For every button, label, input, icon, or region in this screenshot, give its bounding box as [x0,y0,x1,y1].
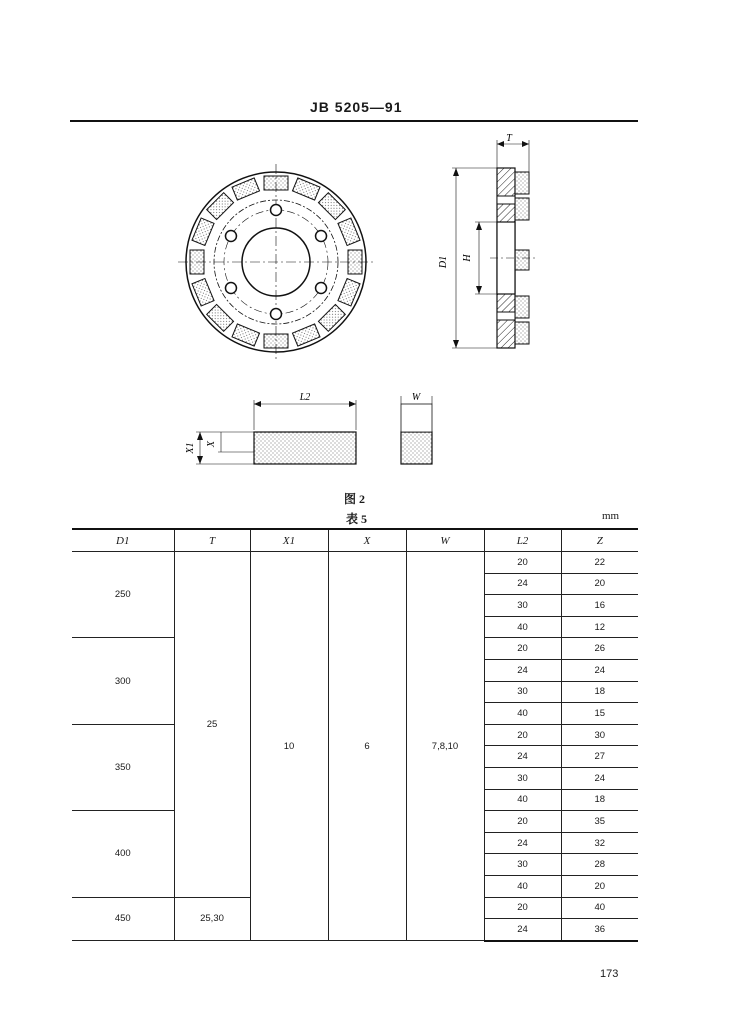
cell-T: 25 [174,552,250,898]
cell-L2: 24 [484,659,561,681]
abrasive-segment [190,250,204,274]
cell-Z: 30 [561,724,638,746]
cell-L2: 30 [484,595,561,617]
bolt-hole [225,283,236,294]
abrasive-segment [207,193,234,220]
figure-caption: 图 2 [344,492,366,506]
cell-Z: 16 [561,595,638,617]
table-caption: 表 5 [346,512,368,526]
cell-X: 6 [328,552,406,941]
col-header-W: W [406,529,484,552]
cell-Z: 28 [561,854,638,876]
cell-D1: 250 [72,552,174,638]
cell-L2: 24 [484,919,561,941]
wheel-front-view [178,164,374,360]
cell-Z: 12 [561,616,638,638]
abrasive-segment [348,250,362,274]
cell-L2: 30 [484,681,561,703]
cell-D1: 400 [72,811,174,897]
cell-Z: 15 [561,703,638,725]
abrasive-segment [318,193,345,220]
cell-Z: 26 [561,638,638,660]
bolt-hole [316,231,327,242]
cell-Z: 40 [561,897,638,919]
wheel-side-section [452,140,538,348]
table-unit: mm [602,510,620,522]
cell-L2: 40 [484,703,561,725]
label-W: W [411,392,421,403]
cell-L2: 30 [484,767,561,789]
cell-Z: 18 [561,681,638,703]
cell-L2: 40 [484,875,561,897]
page-number: 173 [600,968,619,980]
cell-D1: 350 [72,724,174,810]
col-header-X: X [328,529,406,552]
abrasive-segment [318,304,345,331]
bolt-hole [225,231,236,242]
cell-Z: 27 [561,746,638,768]
segment-side-view [401,396,432,464]
label-L2: L2 [299,392,311,403]
cell-Z: 24 [561,767,638,789]
bolt-hole [316,283,327,294]
label-H: H [462,254,473,262]
col-header-X1: X1 [250,529,328,552]
segment-front-view [196,400,356,464]
col-header-L2: L2 [484,529,561,552]
cell-T: 25,30 [174,897,250,941]
col-header-Z: Z [561,529,638,552]
standard-header: JB 5205—91 [310,99,403,115]
table-row [72,552,638,574]
cell-L2: 24 [484,573,561,595]
cell-L2: 20 [484,552,561,574]
bolt-hole [271,205,282,216]
cell-L2: 30 [484,854,561,876]
cell-L2: 24 [484,746,561,768]
table-header-row [72,529,638,552]
abrasive-segment [264,176,288,190]
cell-Z: 35 [561,811,638,833]
col-header-T: T [174,529,250,552]
cell-L2: 40 [484,789,561,811]
cell-L2: 40 [484,616,561,638]
label-D1: D1 [438,255,449,269]
cell-L2: 20 [484,897,561,919]
cell-L2: 20 [484,811,561,833]
cell-D1: 450 [72,897,174,941]
cell-Z: 20 [561,573,638,595]
cell-Z: 24 [561,659,638,681]
label-T: T [506,133,512,144]
bolt-hole [271,309,282,320]
cell-X1: 10 [250,552,328,941]
abrasive-segment [207,304,234,331]
cell-Z: 32 [561,832,638,854]
cell-Z: 18 [561,789,638,811]
cell-L2: 24 [484,832,561,854]
cell-L2: 20 [484,638,561,660]
cell-W: 7,8,10 [406,552,484,941]
cell-D1: 300 [72,638,174,724]
cell-Z: 22 [561,552,638,574]
label-X1: X1 [185,442,196,454]
cell-L2: 20 [484,724,561,746]
label-X: X [206,440,217,448]
spec-table [72,528,638,942]
cell-Z: 36 [561,919,638,941]
abrasive-segment [264,334,288,348]
col-header-D1: D1 [72,529,174,552]
cell-Z: 20 [561,875,638,897]
